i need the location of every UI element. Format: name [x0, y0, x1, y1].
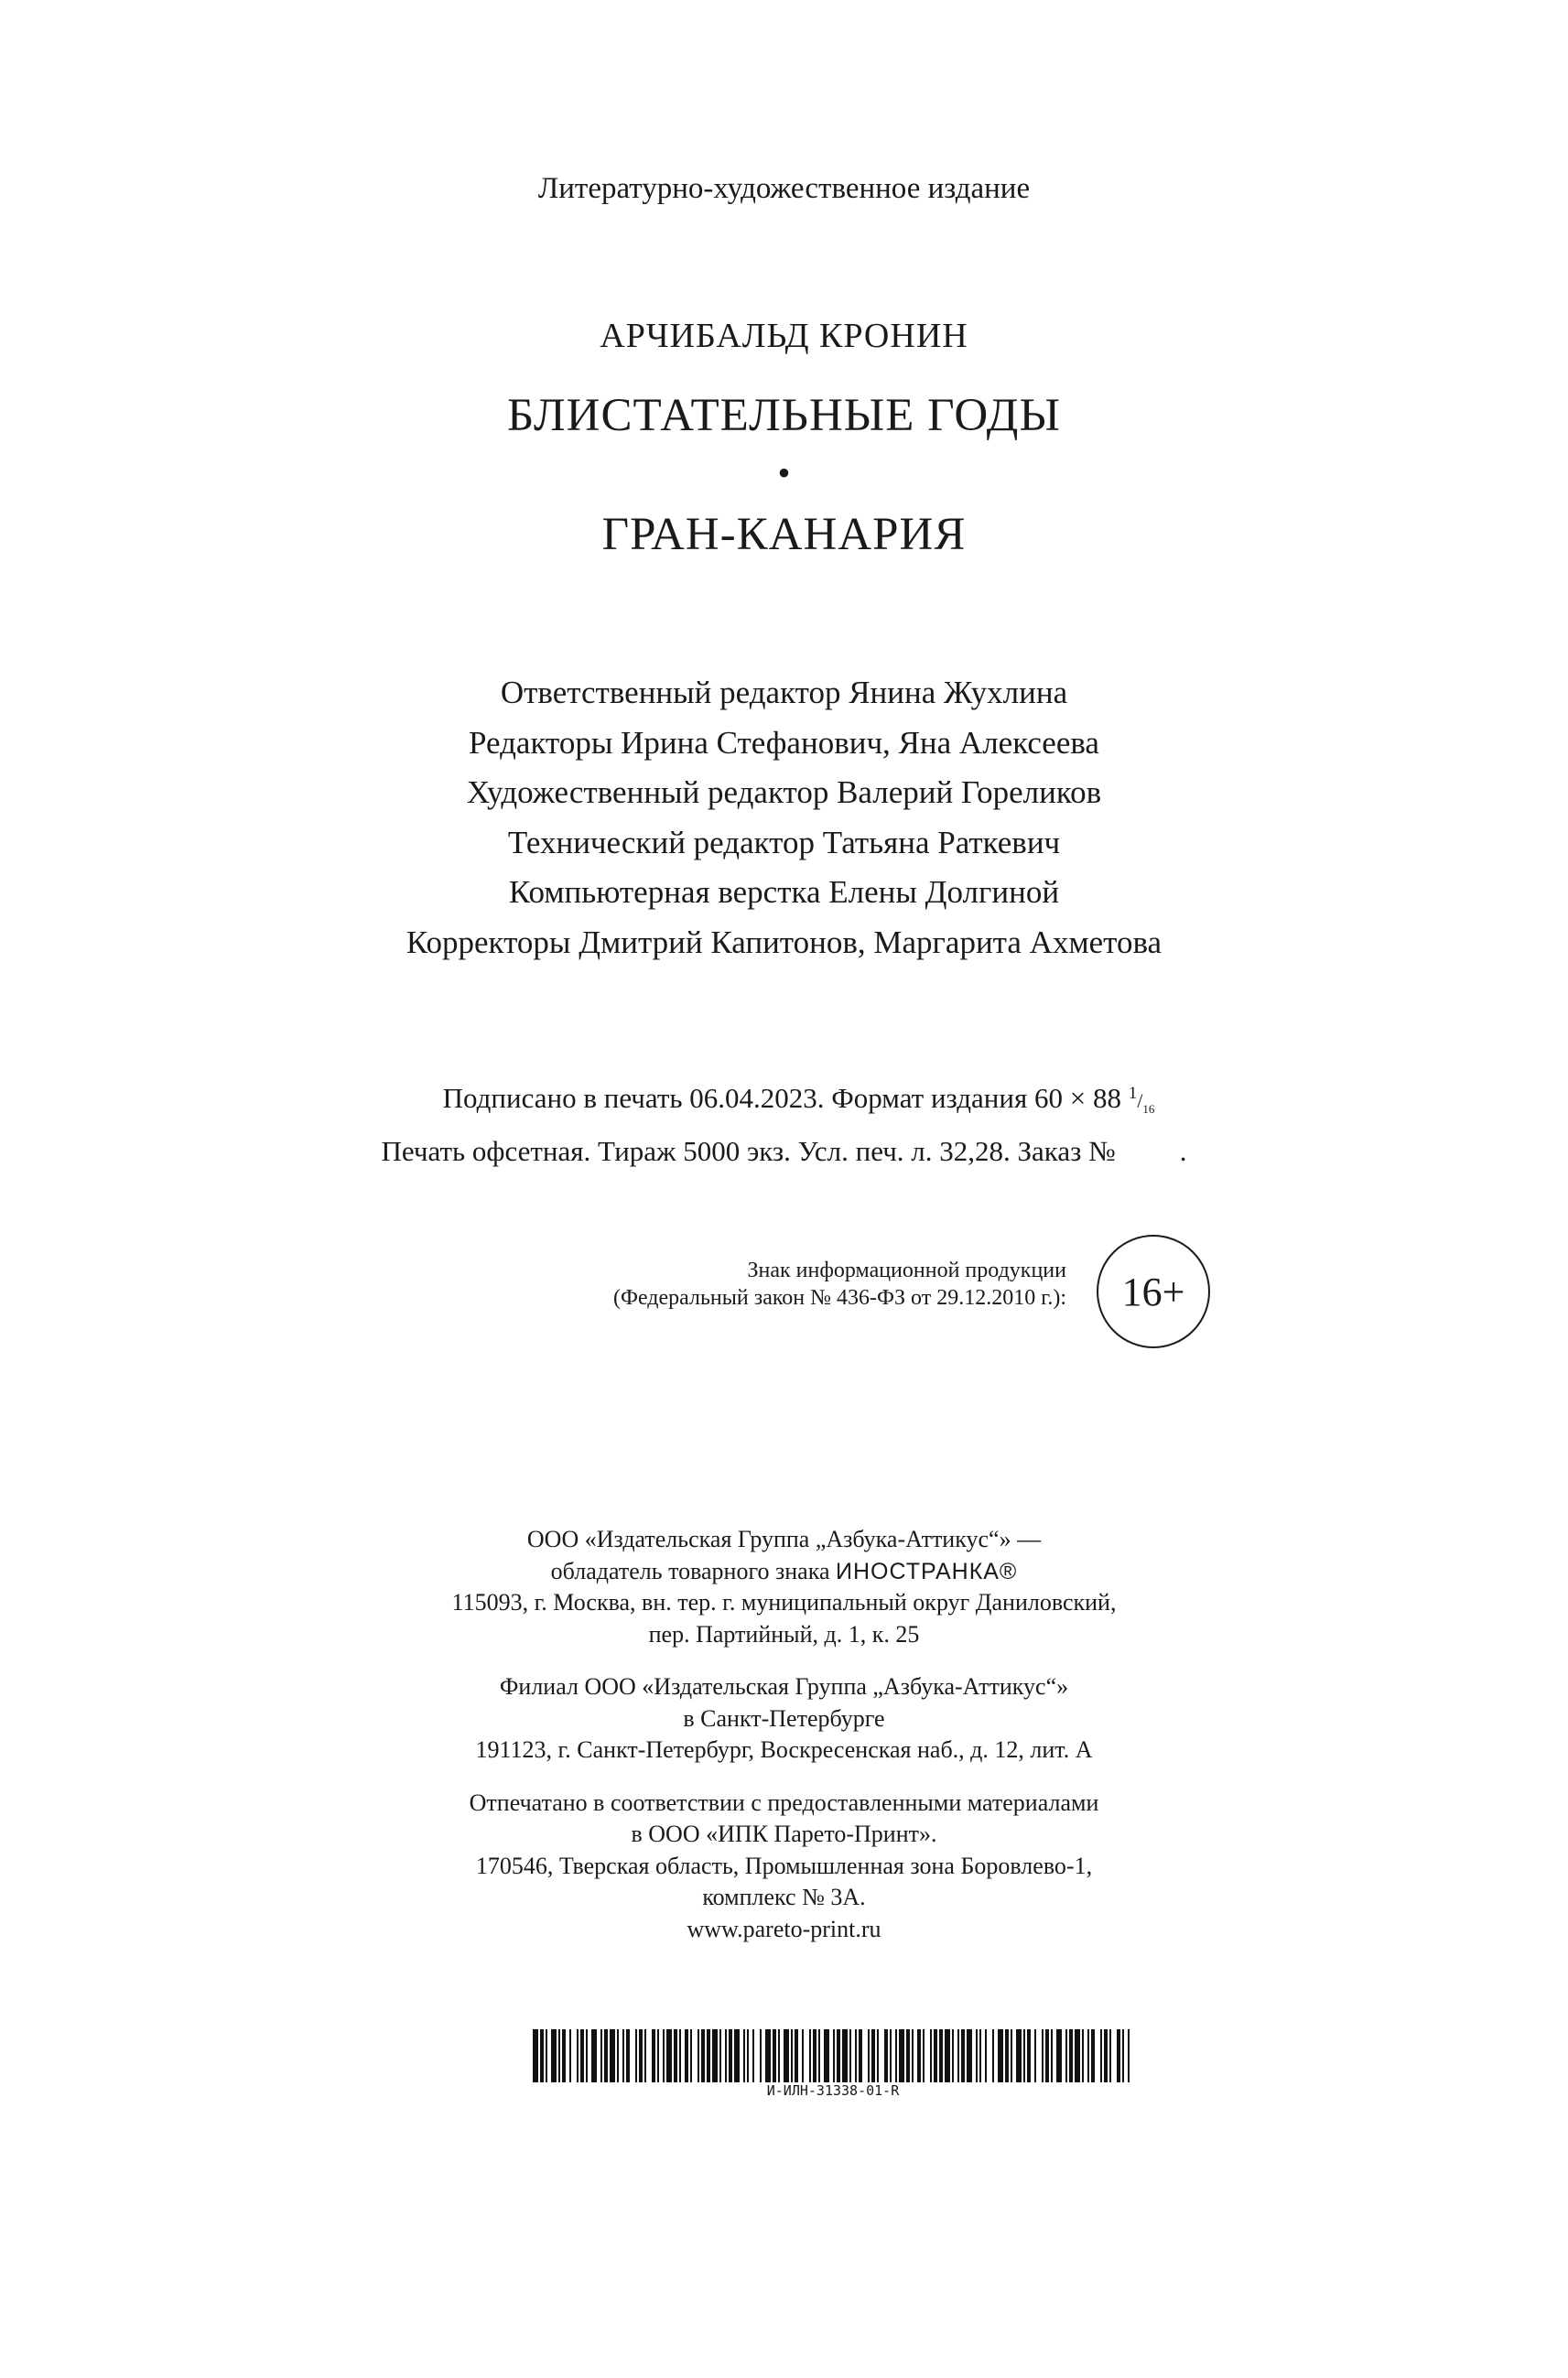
- printer-block: [0, 1788, 1568, 1946]
- credit-line: Технический редактор Татьяна Раткевич: [507, 824, 1061, 860]
- order-end-period: .: [1179, 1135, 1187, 1167]
- publisher-line: ООО «Издательская Группа „Азбука-Аттикус“» —: [526, 1526, 1042, 1552]
- info-sign-text: [462, 1257, 1066, 1312]
- barcode: [531, 2029, 1135, 2112]
- credits-list: [0, 668, 1568, 967]
- barcode-image: [531, 2029, 1135, 2082]
- print-info: [0, 1073, 1568, 1173]
- age-rating-badge: 16+: [1097, 1235, 1210, 1348]
- author-name: АРЧИБАЛЬД КРОНИН: [600, 317, 968, 355]
- printer-line: в ООО «ИПК Парето-Принт».: [631, 1821, 937, 1847]
- branch-line: 191123, г. Санкт-Петербург, Воскресенская наб., д. 12, лит. А: [475, 1736, 1093, 1763]
- credit-line: Художественный редактор Валерий Гореликов: [466, 774, 1102, 810]
- trademark-text: обладатель товарного знака: [550, 1557, 830, 1584]
- edition-type: Литературно-художественное издание: [537, 172, 1031, 205]
- publisher-line: [0, 1556, 1568, 1588]
- print-info-line-2: [0, 1130, 1568, 1173]
- book-title-1: БЛИСТАТЕЛЬНЫЕ ГОДЫ: [507, 390, 1061, 441]
- info-sign-line-1: Знак информационной продукции: [747, 1259, 1066, 1282]
- print-info-line-1: Подписано в печать 06.04.2023. Формат издания 60 × 88 $^1$/16: [442, 1082, 1155, 1116]
- printer-line: Отпечатано в соответствии с предоставленными материалами: [469, 1789, 1099, 1816]
- trademark-brand: ИНОСТРАНКА®: [836, 1558, 1018, 1584]
- title-separator: •: [777, 452, 791, 493]
- print-date-format: Подписано в печать 06.04.2023. Формат издания 60 × 88: [442, 1082, 1121, 1114]
- branch-block: [0, 1671, 1568, 1767]
- branch-line: в Санкт-Петербурге: [683, 1704, 885, 1732]
- barcode-label: И-ИЛН-31338-01-R: [766, 2082, 900, 2099]
- publisher-block: [0, 1524, 1568, 1650]
- printer-website: www.pareto-print.ru: [687, 1915, 881, 1942]
- credit-line: Редакторы Ирина Стефанович, Яна Алексеева: [469, 724, 1099, 761]
- format-fraction-numerator: 1: [1128, 1084, 1138, 1103]
- printer-line: комплекс № 3А.: [702, 1884, 866, 1910]
- print-run-order: Печать офсетная. Тираж 5000 экз. Усл. печ. л. 32,28. Заказ №: [381, 1135, 1116, 1167]
- credit-line: Корректоры Дмитрий Капитонов, Маргарита Ахметова: [406, 924, 1162, 960]
- credit-line: Компьютерная верстка Елены Долгиной: [508, 874, 1060, 910]
- book-title-2: ГРАН-КАНАРИЯ: [601, 509, 967, 560]
- credit-line: Ответственный редактор Янина Жухлина: [500, 675, 1068, 710]
- printer-line: 170546, Тверская область, Промышленная зона Боровлево-1,: [475, 1852, 1093, 1879]
- info-sign-line-2: (Федеральный закон № 436-ФЗ от 29.12.2010 г.):: [612, 1286, 1066, 1310]
- publisher-line: 115093, г. Москва, вн. тер. г. муниципальный округ Даниловский,: [451, 1589, 1117, 1616]
- publisher-info: [0, 1524, 1568, 1966]
- info-sign: [462, 1257, 1076, 1330]
- format-fraction-denominator: 16: [1142, 1102, 1155, 1116]
- publisher-line: пер. Партийный, д. 1, к. 25: [648, 1620, 920, 1648]
- branch-line: Филиал ООО «Издательская Группа „Азбука-Аттикус“»: [499, 1673, 1069, 1700]
